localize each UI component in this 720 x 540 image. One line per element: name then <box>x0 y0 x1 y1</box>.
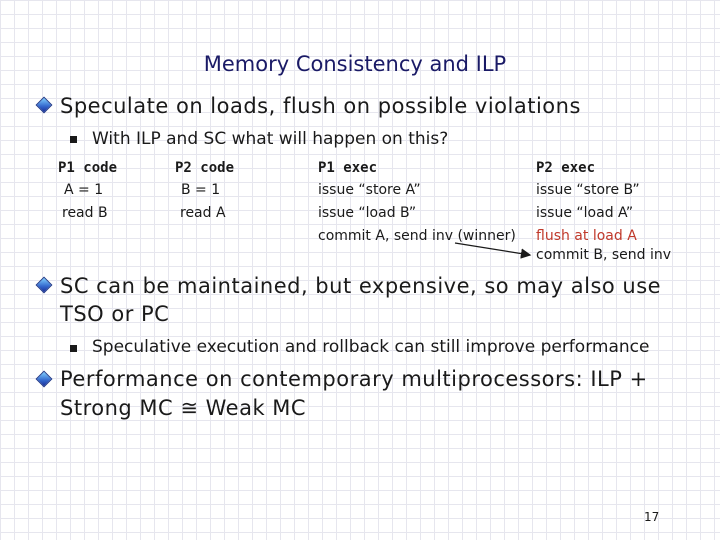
sub-bullet-speculative: Speculative execution and rollback can still improve performance <box>92 337 650 357</box>
p2-exec-line: commit B, send inv <box>536 247 672 263</box>
p1-exec-line: issue “store A” <box>318 182 421 198</box>
bullet-performance-line2: Strong MC ≅ Weak MC <box>60 396 307 420</box>
bullet-sc-line2: TSO or PC <box>60 302 170 326</box>
p2-code-line: read A <box>180 205 226 221</box>
square-bullet-icon <box>70 345 77 352</box>
p2-code-header: P2 code <box>175 160 235 176</box>
p2-exec-header: P2 exec <box>536 160 596 176</box>
slide-title: Memory Consistency and ILP <box>203 52 507 76</box>
bullet-speculate: Speculate on loads, flush on possible violations <box>60 94 581 118</box>
p1-code-line: read B <box>62 205 108 221</box>
bullet-performance-line1: Performance on contemporary multiprocessors: ILP + <box>60 367 648 391</box>
p2-exec-line: issue “load A” <box>536 205 634 221</box>
p1-exec-line: commit A, send inv (winner) <box>318 228 516 244</box>
p1-code-line: A = 1 <box>64 182 104 198</box>
sub-bullet-question: With ILP and SC what will happen on this? <box>92 129 449 149</box>
bullet-sc-line1: SC can be maintained, but expensive, so may also use <box>60 274 662 298</box>
p1-exec-line: issue “load B” <box>318 205 417 221</box>
p1-exec-header: P1 exec <box>318 160 378 176</box>
p2-exec-line: issue “store B” <box>536 182 640 198</box>
p2-code-line: B = 1 <box>181 182 221 198</box>
page-number: 17 <box>644 510 660 524</box>
p2-exec-flush-line: flush at load A <box>536 228 637 244</box>
p1-code-header: P1 code <box>58 160 118 176</box>
